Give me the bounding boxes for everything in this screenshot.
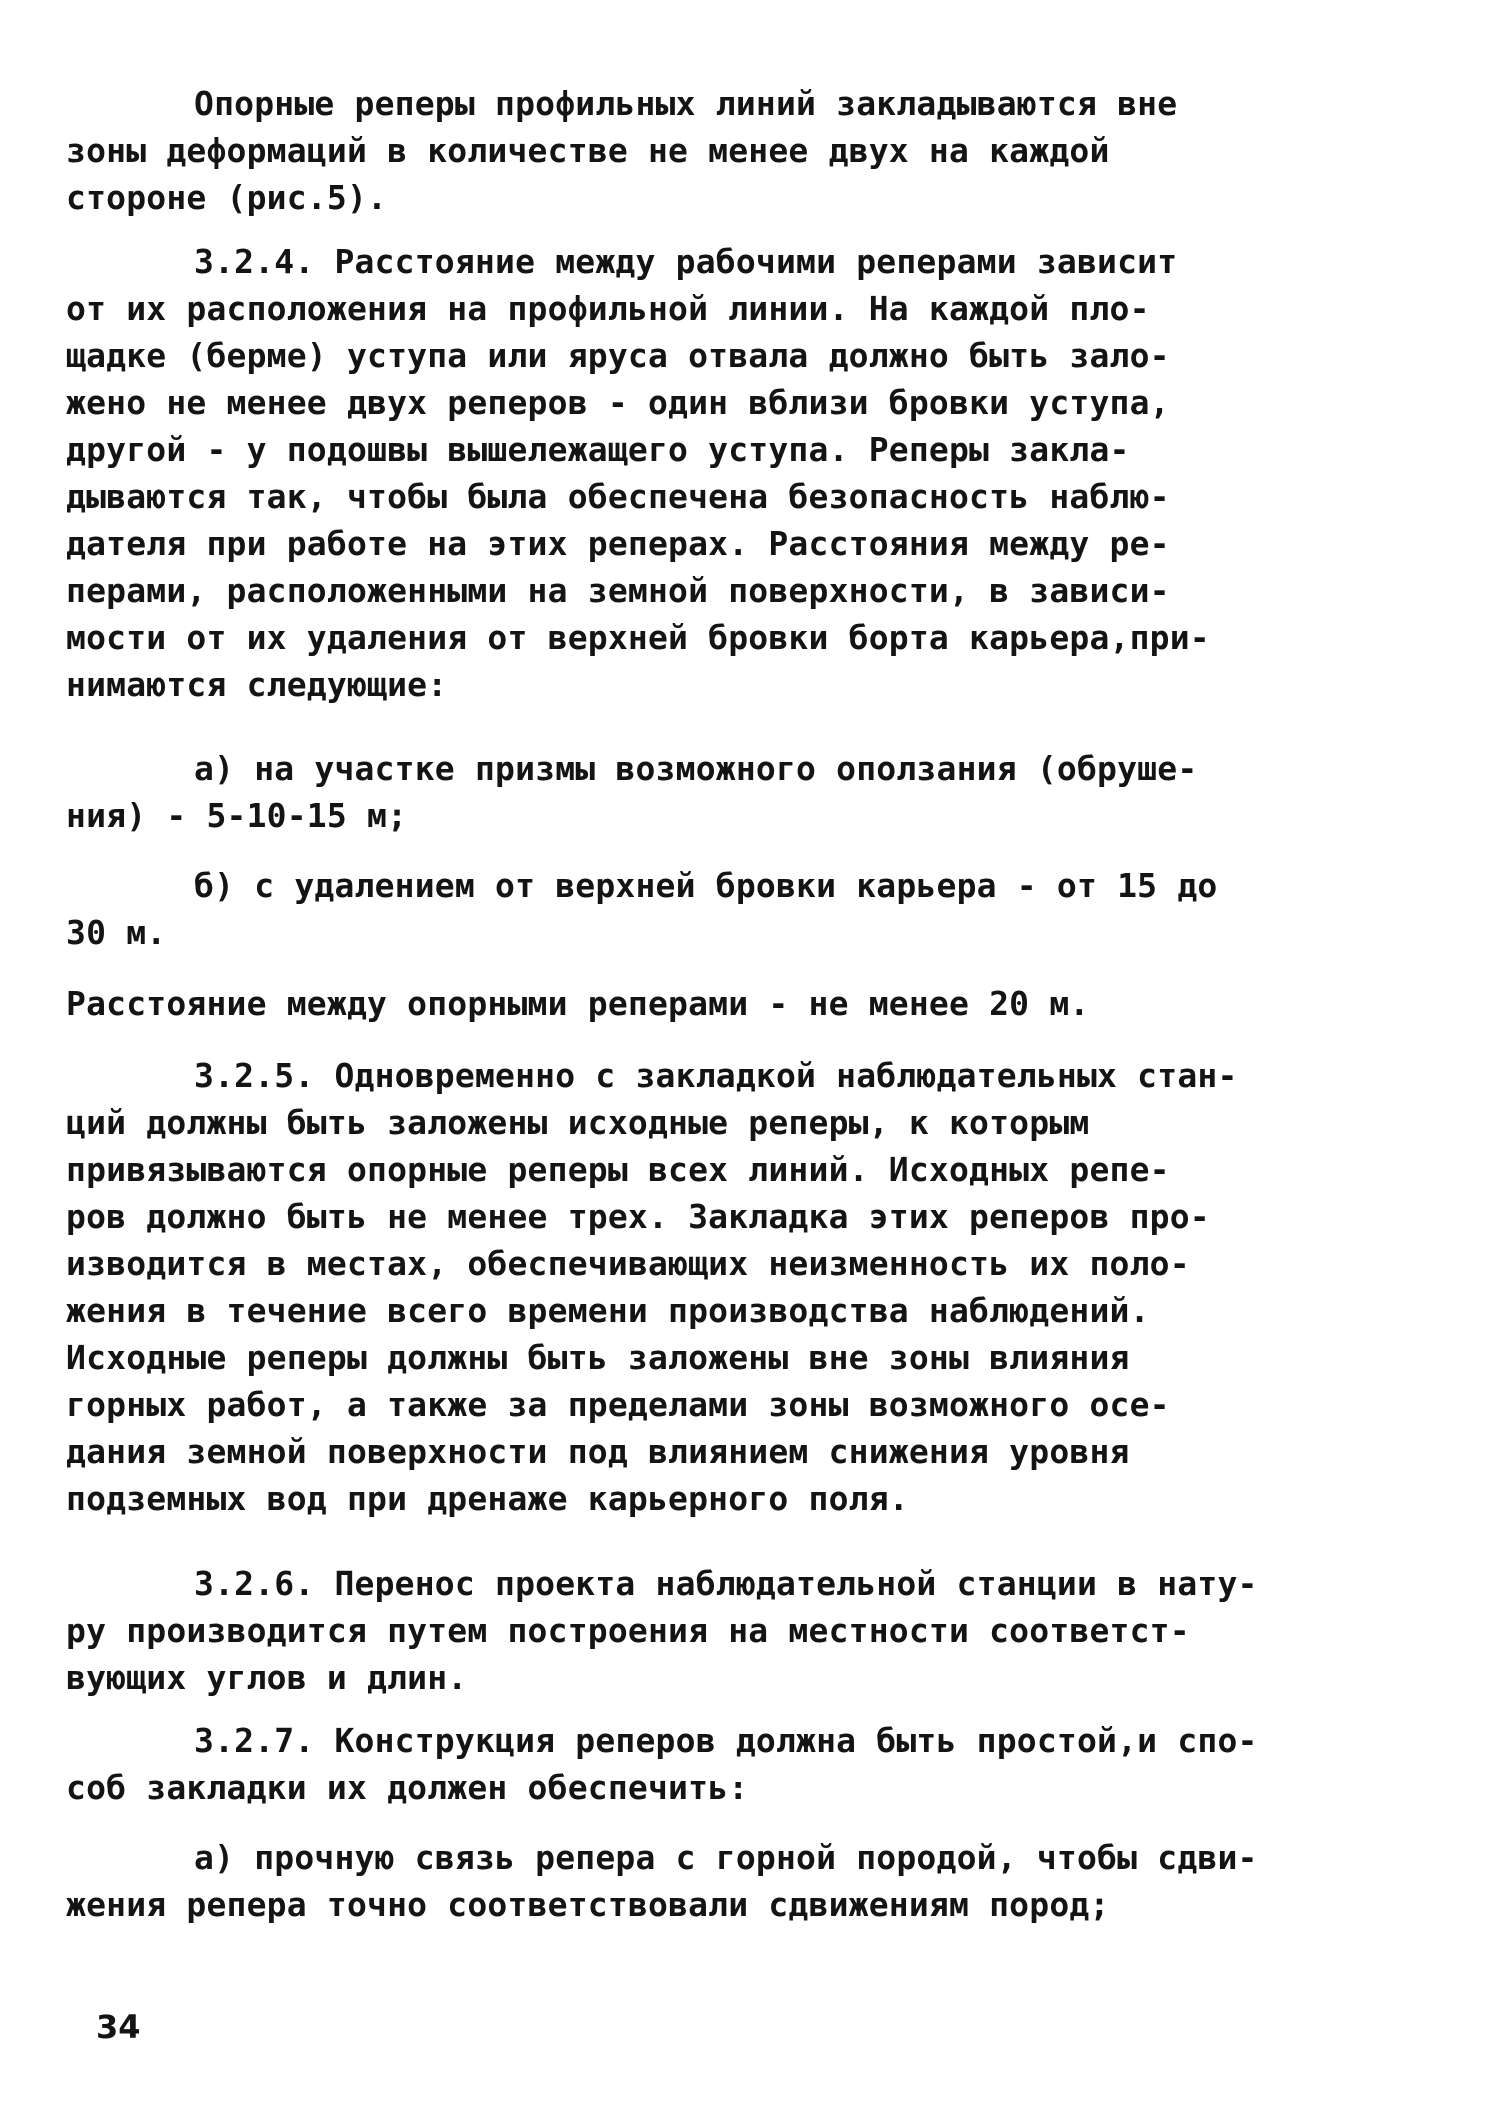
text-line: жения в течение всего времени производства наблюдений. xyxy=(66,1291,1150,1330)
paragraph-reference-distance xyxy=(66,980,1446,1027)
text-line: б) с удалением от верхней бровки карьера - от 15 до xyxy=(194,866,1218,905)
text-line: 3.2.4. Расстояние между рабочими реперами зависит xyxy=(194,242,1178,281)
text-line: дания земной поверхности под влиянием снижения уровня xyxy=(66,1432,1130,1471)
text-line: ров должно быть не менее трех. Закладка этих реперов про- xyxy=(66,1197,1210,1236)
text-line: перами, расположенными на земной поверхности, в зависи- xyxy=(66,571,1170,610)
text-line: подземных вод при дренаже карьерного поля. xyxy=(66,1479,909,1518)
text-line: дателя при работе на этих реперах. Расстояния между ре- xyxy=(66,524,1170,563)
paragraph-item-a-prism xyxy=(66,745,1446,839)
text-line: 3.2.7. Конструкция реперов должна быть простой,и спо- xyxy=(194,1721,1258,1760)
text-line: ния) - 5-10-15 м; xyxy=(66,796,408,835)
text-line: ций должны быть заложены исходные реперы, к которым xyxy=(66,1103,1090,1142)
text-line: изводится в местах, обеспечивающих неизменность их поло- xyxy=(66,1244,1190,1283)
text-line: Расстояние между опорными реперами - не менее 20 м. xyxy=(66,984,1090,1023)
paragraph-item-b-distance xyxy=(66,862,1446,956)
text-line: щадке (берме) уступа или яруса отвала должно быть зало- xyxy=(66,336,1170,375)
text-line: 30 м. xyxy=(66,913,167,952)
text-line: Исходные реперы должны быть заложены вне зоны влияния xyxy=(66,1338,1130,1377)
text-line: зоны деформаций в количестве не менее двух на каждой xyxy=(66,131,1110,170)
paragraph-section-3-2-7 xyxy=(66,1717,1446,1811)
text-line: жено не менее двух реперов - один вблизи бровки уступа, xyxy=(66,383,1170,422)
text-line: соб закладки их должен обеспечить: xyxy=(66,1768,749,1807)
text-line: а) прочную связь репера с горной породой, чтобы сдви- xyxy=(194,1838,1258,1877)
text-line: жения репера точно соответствовали сдвижениям пород; xyxy=(66,1885,1110,1924)
text-line: стороне (рис.5). xyxy=(66,178,388,217)
paragraph-section-3-2-5 xyxy=(66,1052,1446,1522)
text-line: другой - у подошвы вышележащего уступа. Реперы закла- xyxy=(66,430,1130,469)
text-line: от их расположения на профильной линии. На каждой пло- xyxy=(66,289,1150,328)
text-line: вующих углов и длин. xyxy=(66,1658,468,1697)
paragraph-section-3-2-4 xyxy=(66,238,1446,708)
text-line: а) на участке призмы возможного оползания (обруше- xyxy=(194,749,1198,788)
text-line: мости от их удаления от верхней бровки борта карьера,при- xyxy=(66,618,1210,657)
text-line: 3.2.6. Перенос проекта наблюдательной станции в нату- xyxy=(194,1564,1258,1603)
paragraph-p1 xyxy=(66,80,1446,221)
text-line: ру производится путем построения на местности соответст- xyxy=(66,1611,1190,1650)
text-line: нимаются следующие: xyxy=(66,665,448,704)
text-line: Опорные реперы профильных линий закладываются вне xyxy=(194,84,1178,123)
text-line: горных работ, а также за пределами зоны возможного осе- xyxy=(66,1385,1170,1424)
paragraph-item-a-bond xyxy=(66,1834,1446,1928)
text-line: привязываются опорные реперы всех линий. Исходных репе- xyxy=(66,1150,1170,1189)
text-line: 3.2.5. Одновременно с закладкой наблюдательных стан- xyxy=(194,1056,1238,1095)
paragraph-section-3-2-6 xyxy=(66,1560,1446,1701)
text-line: дываются так, чтобы была обеспечена безопасность наблю- xyxy=(66,477,1170,516)
page-number: 34 xyxy=(96,2008,141,2046)
